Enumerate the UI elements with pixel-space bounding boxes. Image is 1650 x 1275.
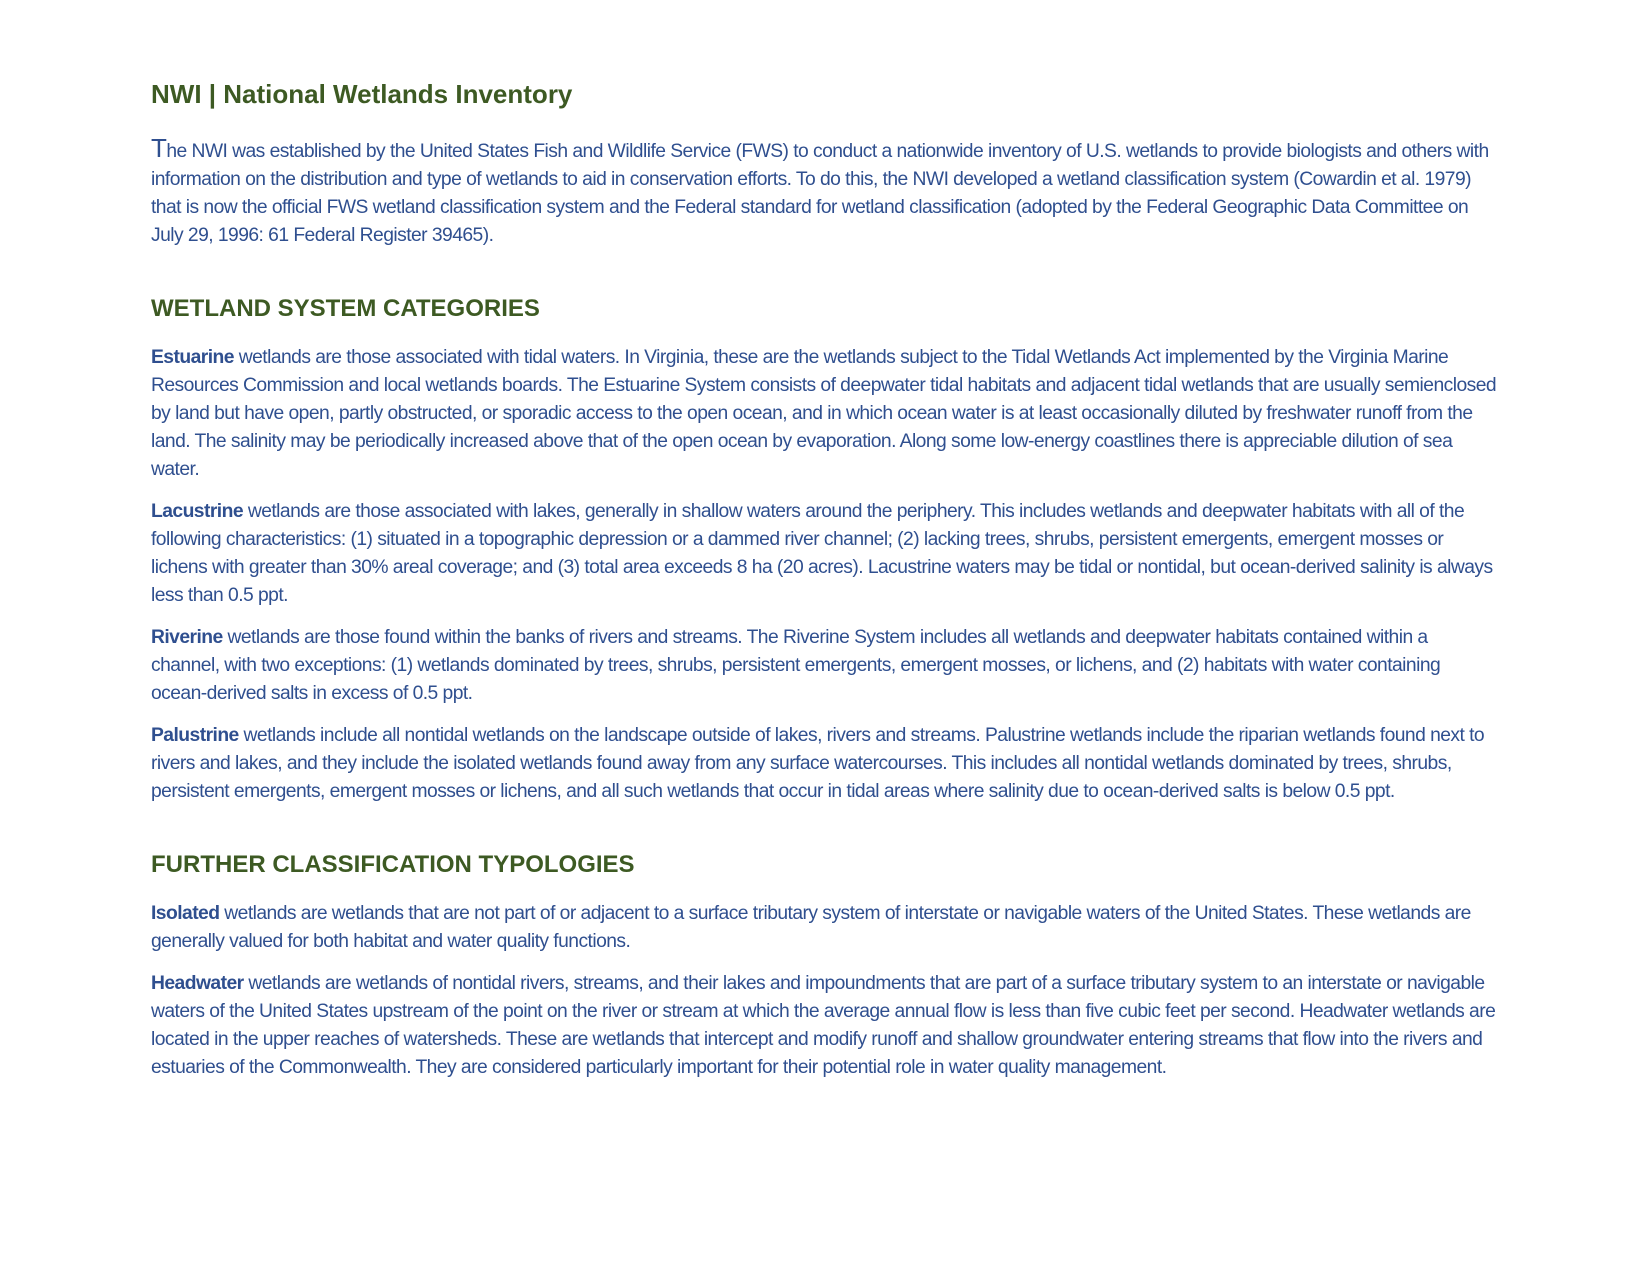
definition-isolated: wetlands are wetlands that are not part of or adjacent to a surface tributary system of interstate or navigable waters of the United States. These wetlands are generally valued for both habitat and water quality functions. bbox=[151, 903, 1471, 952]
entry-isolated bbox=[151, 900, 1500, 956]
intro-initial: T bbox=[151, 133, 167, 163]
section-heading-further-classification-typologies: FURTHER CLASSIFICATION TYPOLOGIES bbox=[151, 851, 635, 878]
term-isolated: Isolated bbox=[151, 903, 220, 924]
intro-paragraph bbox=[151, 134, 1500, 250]
entry-estuarine bbox=[151, 344, 1500, 484]
entry-riverine bbox=[151, 624, 1500, 708]
term-estuarine: Estuarine bbox=[151, 347, 234, 368]
section-heading-wetland-system-categories: WETLAND SYSTEM CATEGORIES bbox=[151, 295, 540, 322]
entry-palustrine bbox=[151, 722, 1500, 806]
term-palustrine: Palustrine bbox=[151, 725, 239, 746]
document-title: NWI | National Wetlands Inventory bbox=[151, 79, 573, 109]
definition-headwater: wetlands are wetlands of nontidal rivers, streams, and their lakes and impoundments that are part of a surface tributary system to an interstate or navigable waters of the United States upstream of the point on the river or stream at which the average annual flow is less than five cubic feet per second. Headwater wetlands are located in the upper reaches of watersheds. These are wetlands that intercept and modify runoff and shallow groundwater entering streams that flow into the rivers and estuaries of the Commonwealth. They are considered particularly important for their potential role in water quality management. bbox=[151, 973, 1496, 1078]
entry-lacustrine bbox=[151, 498, 1500, 610]
definition-estuarine: wetlands are those associated with tidal waters. In Virginia, these are the wetlands subject to the Tidal Wetlands Act implemented by the Virginia Marine Resources Commission and local wetlands boards. The Estuarine System consists of deepwater tidal habitats and adjacent tidal wetlands that are usually semienclosed by land but have open, partly obstructed, or sporadic access to the open ocean, and in which ocean water is at least occasionally diluted by freshwater runoff from the land. The salinity may be periodically increased above that of the open ocean by evaporation. Along some low-energy coastlines there is appreciable dilution of sea water. bbox=[151, 347, 1497, 480]
definition-riverine: wetlands are those found within the banks of rivers and streams. The Riverine System includes all wetlands and deepwater habitats contained within a channel, with two exceptions: (1) wetlands dominated by trees, shrubs, persistent emergents, emergent mosses, or lichens, and (2) habitats with water containing ocean-derived salts in excess of 0.5 ppt. bbox=[151, 627, 1441, 704]
intro-text: he NWI was established by the United States Fish and Wildlife Service (FWS) to conduct a nationwide inventory of U.S. wetlands to provide biologists and others with information on the distribution and type of wetlands to aid in conservation efforts. To do this, the NWI developed a wetland classification system (Cowardin et al. 1979) that is now the official FWS wetland classification system and the Federal standard for wetland classification (adopted by the Federal Geographic Data Committee on July 29, 1996: 61 Federal Register 39465). bbox=[151, 141, 1489, 246]
term-riverine: Riverine bbox=[151, 627, 223, 648]
term-headwater: Headwater bbox=[151, 973, 244, 994]
definition-lacustrine: wetlands are those associated with lakes, generally in shallow waters around the periphery. This includes wetlands and deepwater habitats with all of the following characteristics: (1) situated in a topographic depression or a dammed river channel; (2) lacking trees, shrubs, persistent emergents, emergent mosses or lichens with greater than 30% areal coverage; and (3) total area exceeds 8 ha (20 acres). Lacustrine waters may be tidal or nontidal, but ocean-derived salinity is always less than 0.5 ppt. bbox=[151, 501, 1493, 606]
entry-headwater bbox=[151, 970, 1500, 1082]
term-lacustrine: Lacustrine bbox=[151, 501, 244, 522]
definition-palustrine: wetlands include all nontidal wetlands on the landscape outside of lakes, rivers and streams. Palustrine wetlands include the riparian wetlands found next to rivers and lakes, and they include the isolated wetlands found away from any surface watercourses. This includes all nontidal wetlands dominated by trees, shrubs, persistent emergents, emergent mosses or lichens, and all such wetlands that occur in tidal areas where salinity due to ocean-derived salts is below 0.5 ppt. bbox=[151, 725, 1485, 802]
